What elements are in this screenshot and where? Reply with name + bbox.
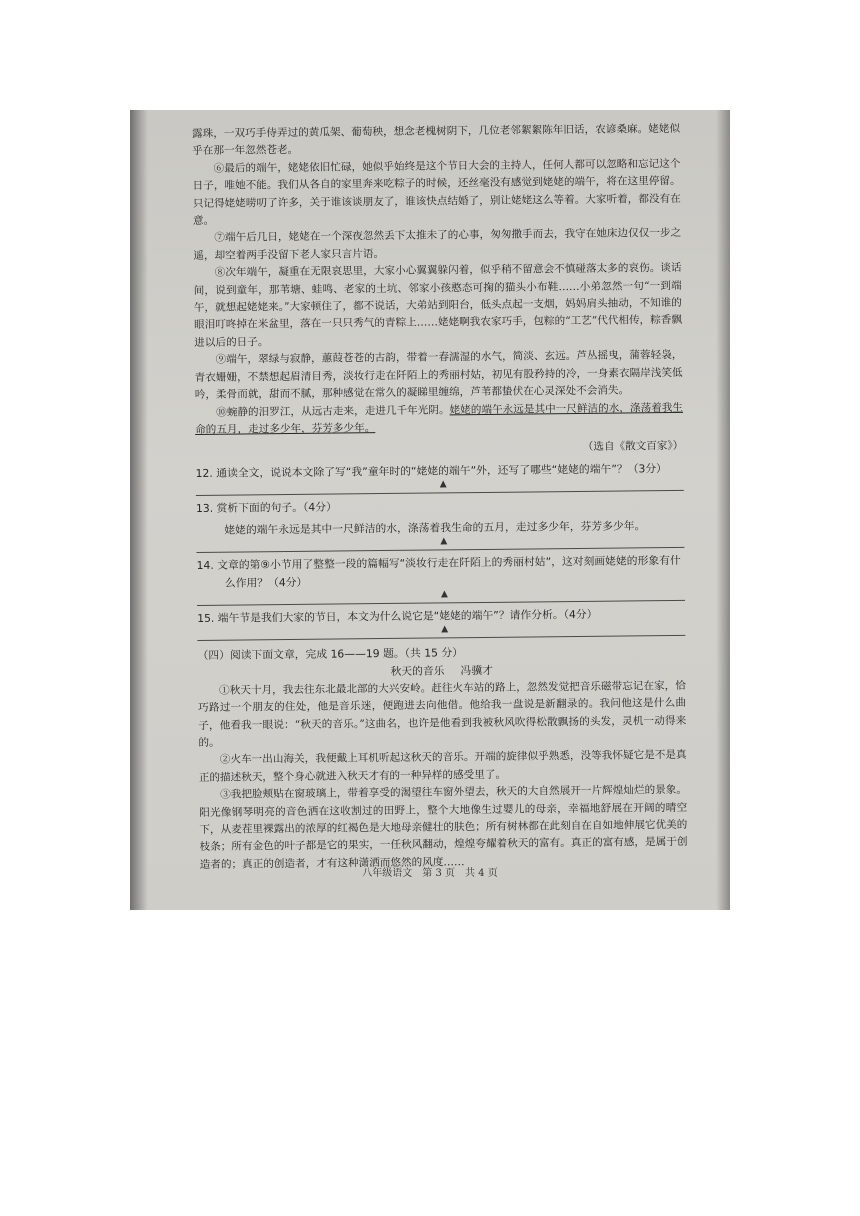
passage-paragraph-10 — [195, 399, 683, 439]
passage-source: （选自《散文百家》） — [582, 440, 684, 454]
answer-triangle-icon: ▲ — [440, 589, 448, 600]
article-paragraph-3: ③我把脸颊贴在窗玻璃上，带着享受的渴望往车窗外望去，秋天的大自然展开一片辉煌灿烂的景象。阳光像钢琴明亮的音色洒在这收割过的田野上，整个大地像生过婴儿的母亲，幸福地舒展在开阔的晴空下，从麦茬里裸露出的浓厚的红褐色是大地母亲健壮的肤色；所有树林都在此刻自在自如地伸展它优美的枝条；所有金色的叶子都是它的果实，一任秋风翻动，煌煌夸耀着秋天的富有。真正的富有感，是属于创造者的；真正的创造者，才有这种潇洒而悠然的风度…… — [199, 784, 688, 871]
exam-page-photo — [130, 110, 730, 910]
passage-paragraph-5-tail: 露珠，一双巧手侍弄过的黄瓜架、葡萄秧，想念老槐树阴下，几位老邻絮絮陈年旧话，农谚桑麻。姥姥似乎在那一年忽然苍老。 — [192, 122, 681, 158]
article-title: 秋天的音乐 — [390, 664, 445, 678]
page-content — [192, 121, 688, 874]
article-paragraph-2: ②火车一出山海关，我便戴上耳机听起这秋天的音乐。开端的旋律似乎熟悉，没等我怀疑它是不是真正的描述秋天，整个身心就进入秋天才有的一种异样的感受里了。 — [198, 749, 687, 784]
question-14: 14. 文章的第⑨小节用了整整一段的篇幅写“淡妆行走在阡陌上的秀丽村姑”，这对刻画姥姥的形象有什么作用？（4分） — [196, 553, 681, 590]
passage-paragraph-9: ⑨端午，翠绿与寂静，蕙葭苍苍的古韵，带着一春濡湿的水气，简淡、玄远。芦丛摇曳，蒲蓉轻袅，青衣姗姗，不禁想起眉清目秀，淡妆行走在阡陌上的秀丽村姑，初见有股矜持的冷，一身素衣隔岸浅笑低吟，柔骨而就，甜而不腻，那种感觉在常久的凝睇里缠绵，芦苇都蛰伏在心灵深处不会消失。 — [194, 349, 683, 402]
answer-triangle-icon: ▲ — [441, 624, 449, 635]
question-15: 15. 端午节是我们大家的节日，本文为什么说它是“姥姥的端午”？请作分析。（4分） — [197, 607, 598, 625]
article-paragraph-1: ①秋天十月，我去往东北最北部的大兴安岭。赶往火车站的路上，忽然发觉把音乐磁带忘记在家，恰巧路过一个朋友的住处，他是音乐迷，便跑进去向他借。他给我一盘说是新翻录的。我问他这是什么曲子，他看我一眼说：“秋天的音乐。”这曲名，也许是他看到我被秋风吹得松散飘扬的头发，灵机一动得来的。 — [198, 679, 687, 749]
passage-paragraph-6: ⑥最后的端午，姥姥依旧忙碌，她似乎始终是这个节日大会的主持人，任何人都可以忽略和忘记这个日子，唯她不能。我们从各自的家里奔来吃粽子的时候，还丝毫没有感觉到姥姥的端午，将在这里停留。只记得姥姥唠叨了许多，关于谁该谈朋友了，谁该快点结婚了，别让姥姥这么等着。大家听着，都没有在意。 — [192, 157, 681, 228]
answer-line-15 — [197, 625, 685, 641]
page-footer: 八年级语文 第 3 页 共 4 页 — [362, 868, 498, 879]
passage-paragraph-8: ⑧次年端午，凝重在无限哀思里，大家小心翼翼躲闪着，似乎稍不留意会不慎碰落太多的哀伤。谈话间，说到童年，那苇塘、蛙鸣、老家的土坑、邻家小孩憨态可掬的猫头小布鞋……小弟忽然一句“一到端午，就想起姥姥来。”大家顿住了，都不说话，大弟站到阳台，低头点起一支烟，妈妈肩头抽动，不知谁的眼泪叮咚掉在米盆里，落在一只只秀气的青粽上……姥姥啊我农家巧手，包粽的“工艺”代代相传，粽香飘进以后的日子。 — [193, 262, 683, 349]
question-13: 13. 赏析下面的句子。（4分） — [195, 500, 337, 515]
paragraph-10-lead: ⑩蜿静的汨罗江，从远古走来，走进几千年光阴。 — [216, 403, 450, 419]
passage-paragraph-7: ⑦端午后几日，姥姥在一个深夜忽然丢下太推未了的心事，匆匆撒手而去，我守在她床边仅仅一步之遥，却空着两手没留下老人家只言片语。 — [193, 227, 682, 262]
section-4-heading: （四）阅读下面文章，完成 16——19 题。（共 15 分） — [197, 645, 464, 662]
answer-line-13 — [196, 537, 684, 553]
answer-triangle-icon: ▲ — [440, 536, 448, 547]
answer-line-12 — [196, 480, 684, 496]
question-13-sentence: 姥姥的端午永远是其中一尺鲜洁的水，涤荡着我生命的五月，走过多少年，芬芳多少年。 — [224, 518, 646, 537]
answer-line-14 — [197, 590, 685, 606]
question-12: 12. 通读全文，说说本文除了写“我”童年时的“姥姥的端午”外，还写了哪些“姥姥的端午”？（3分） — [195, 461, 667, 480]
article-author: 冯骥才 — [460, 663, 493, 677]
answer-triangle-icon: ▲ — [439, 479, 447, 490]
underlined-sentence: 姥姥的端午永远是其中一尺鲜洁的水，涤荡着我生命的五月，走过多少年，芬芳多少年。 — [195, 401, 684, 436]
